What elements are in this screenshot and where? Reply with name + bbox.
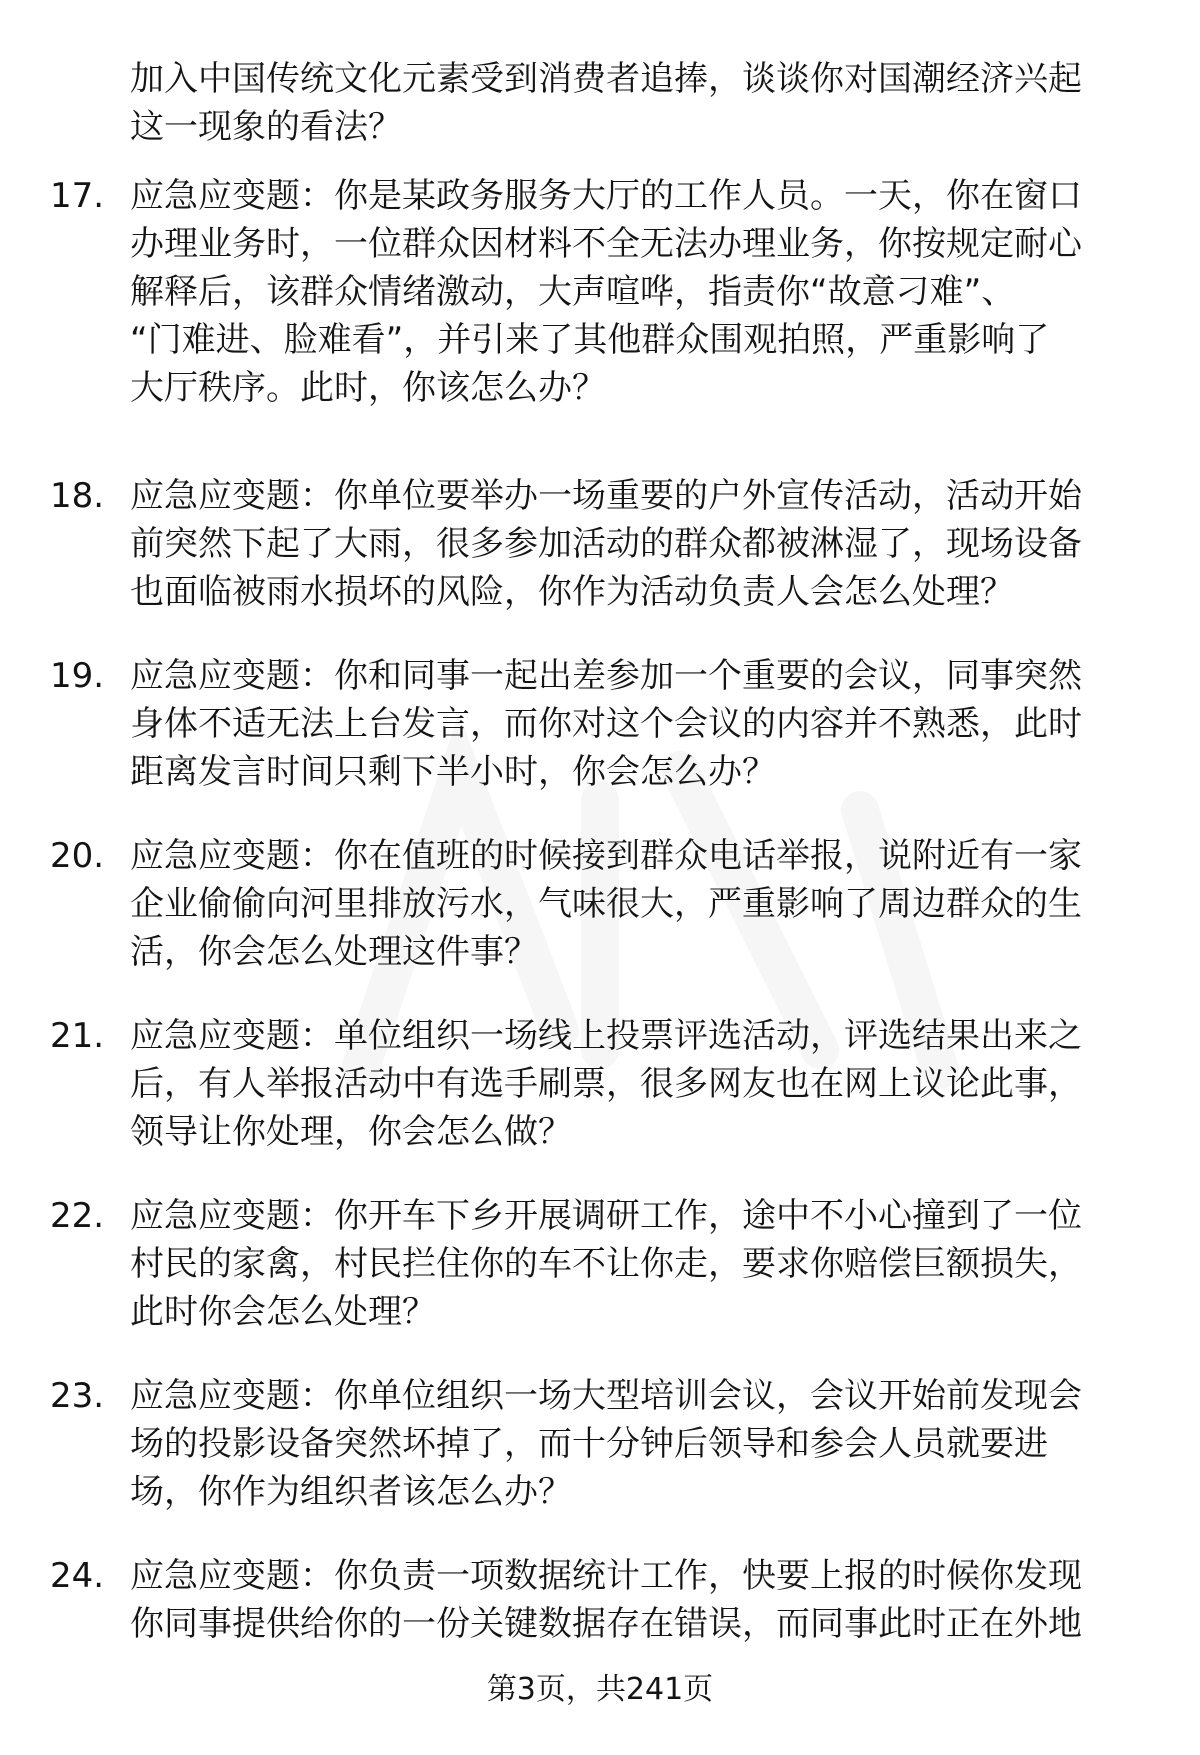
- question-line: 解释后，该群众情绪激动，大声喧哗，指责你“故意刁难”、: [130, 272, 1016, 312]
- question-number: 18.: [50, 476, 105, 516]
- question-number: 17.: [50, 176, 105, 216]
- question-line: 前突然下起了大雨，很多参加活动的群众都被淋湿了，现场设备: [130, 524, 1082, 564]
- question-line: 应急应变题：你是某政务服务大厅的工作人员。一天，你在窗口: [130, 176, 1082, 216]
- question-line: 领导让你处理，你会怎么做？: [130, 1112, 572, 1152]
- intro-line: 加入中国传统文化元素受到消费者追捧，谈谈你对国潮经济兴起: [130, 59, 1082, 99]
- question-line: 应急应变题：你单位组织一场大型培训会议，会议开始前发现会: [130, 1376, 1082, 1416]
- question-line: 应急应变题：你单位要举办一场重要的户外宣传活动，活动开始: [130, 476, 1082, 516]
- question-line: 后，有人举报活动中有选手刷票，很多网友也在网上议论此事，: [130, 1064, 1082, 1104]
- page-number: 第3页，共241页: [486, 1672, 714, 1707]
- question-line: “门难进、脸难看”，并引来了其他群众围观拍照，严重影响了: [130, 320, 1050, 360]
- question-line: 应急应变题：你在值班的时候接到群众电话举报，说附近有一家: [130, 836, 1082, 876]
- question-number: 20.: [50, 836, 105, 876]
- question-line: 场，你作为组织者该怎么办？: [130, 1472, 572, 1512]
- question-line: 应急应变题：你负责一项数据统计工作，快要上报的时候你发现: [130, 1556, 1082, 1596]
- question-number: 22.: [50, 1196, 105, 1236]
- question-line: 活，你会怎么处理这件事？: [130, 932, 538, 972]
- question-number: 23.: [50, 1376, 105, 1416]
- question-line: 你同事提供给你的一份关键数据存在错误，而同事此时正在外地: [130, 1604, 1082, 1644]
- question-number: 21.: [50, 1016, 105, 1056]
- question-line: 应急应变题：你开车下乡开展调研工作，途中不小心撞到了一位: [130, 1196, 1082, 1236]
- question-number: 24.: [50, 1556, 105, 1596]
- question-line: 企业偷偷向河里排放污水，气味很大，严重影响了周边群众的生: [130, 884, 1082, 924]
- question-line: 应急应变题：你和同事一起出差参加一个重要的会议，同事突然: [130, 656, 1082, 696]
- intro-line: 这一现象的看法？: [130, 107, 402, 147]
- question-line: 办理业务时，一位群众因材料不全无法办理业务，你按规定耐心: [130, 224, 1082, 264]
- question-line: 此时你会怎么处理？: [130, 1292, 436, 1332]
- question-line: 场的投影设备突然坏掉了，而十分钟后领导和参会人员就要进: [130, 1424, 1048, 1464]
- question-line: 身体不适无法上台发言，而你对这个会议的内容并不熟悉，此时: [130, 704, 1082, 744]
- question-line: 应急应变题：单位组织一场线上投票评选活动，评选结果出来之: [130, 1016, 1082, 1056]
- question-line: 也面临被雨水损坏的风险，你作为活动负责人会怎么处理？: [130, 572, 1014, 612]
- question-line: 村民的家禽，村民拦住你的车不让你走，要求你赔偿巨额损失，: [130, 1244, 1082, 1284]
- question-line: 距离发言时间只剩下半小时，你会怎么办？: [130, 752, 776, 792]
- question-number: 19.: [50, 656, 105, 696]
- question-line: 大厅秩序。此时，你该怎么办？: [130, 368, 606, 408]
